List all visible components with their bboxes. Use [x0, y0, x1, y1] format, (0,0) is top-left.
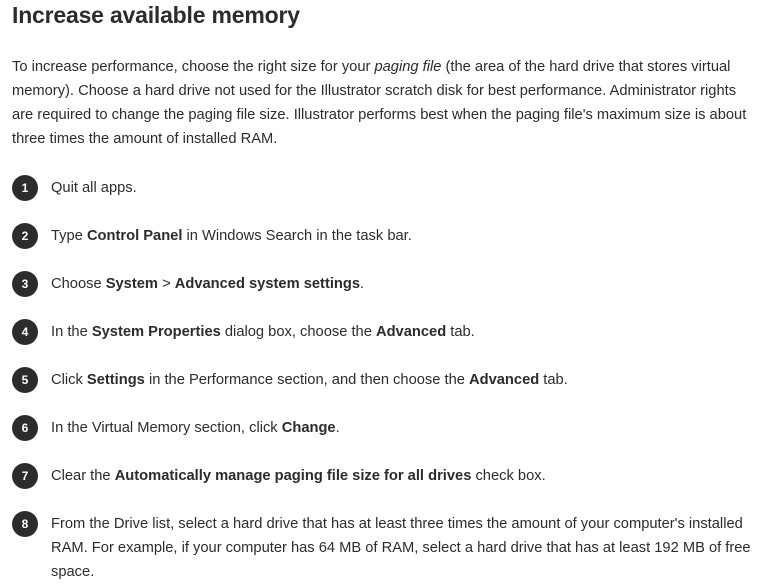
step-ui-term: Settings	[86, 372, 145, 388]
step-number-badge: 4	[12, 319, 38, 345]
step-ui-term: Change	[281, 420, 336, 436]
step-text	[51, 176, 757, 200]
step-text	[51, 512, 757, 584]
step-text-part: Quit all apps.	[51, 180, 137, 196]
step-text-part: check box.	[471, 468, 546, 484]
step-text-part: .	[360, 276, 365, 292]
step-ui-term: Advanced system settings	[174, 276, 361, 292]
intro-text-end: (the area of the hard drive that stores virtual memory). Choose a hard drive not used for the Illustrator scratch disk for best performance. Administrator rights are required to change the paging file size. Illustrator performs best when the paging file's maximum size is about three times the amount of installed RAM.	[12, 59, 747, 147]
intro-text-start: To increase performance, choose the right size for your	[12, 59, 375, 75]
step-number-badge: 5	[12, 367, 38, 393]
step-text	[51, 464, 757, 488]
step-text-part: Choose	[51, 276, 106, 292]
step-ui-term: Automatically manage paging file size for all drives	[114, 468, 472, 484]
step-text-part: >	[157, 276, 175, 292]
step-number-badge: 2	[12, 223, 38, 249]
step-text-part: tab.	[446, 324, 475, 340]
step-text-part: From the Drive list, select a hard drive that has at least three times the amount of your computer's installed RAM. For example, if your computer has 64 MB of RAM, select a hard drive that has at least 192 MB of free space.	[51, 516, 751, 580]
step-text-part: tab.	[539, 372, 568, 388]
step-number-badge: 6	[12, 415, 38, 441]
step-text-part: in the Performance section, and then choose the	[144, 372, 470, 388]
step-ui-term: Advanced	[375, 324, 447, 340]
step-text	[51, 224, 757, 248]
step-text-part: Type	[51, 228, 87, 244]
step-text	[51, 368, 757, 392]
paging-file-term: paging file	[374, 59, 442, 75]
step-number-badge: 8	[12, 511, 38, 537]
step-text-part: Click	[51, 372, 87, 388]
step-text-part: In the Virtual Memory section, click	[51, 420, 282, 436]
step-number-badge: 3	[12, 271, 38, 297]
step-text-part: Clear the	[51, 468, 115, 484]
step-number-badge: 7	[12, 463, 38, 489]
step-ui-term: System	[105, 276, 158, 292]
step-ui-term: System Properties	[91, 324, 221, 340]
step-number-badge: 1	[12, 175, 38, 201]
page-title: Increase available memory	[12, 2, 300, 28]
intro-paragraph	[12, 55, 760, 151]
step-ui-term: Advanced	[469, 372, 540, 388]
step-text-part: .	[335, 420, 340, 436]
step-ui-term: Control Panel	[86, 228, 183, 244]
step-text-part: dialog box, choose the	[220, 324, 376, 340]
step-text	[51, 320, 757, 344]
step-text	[51, 272, 757, 296]
step-text	[51, 416, 757, 440]
step-text-part: in Windows Search in the task bar.	[182, 228, 412, 244]
step-text-part: In the	[51, 324, 92, 340]
